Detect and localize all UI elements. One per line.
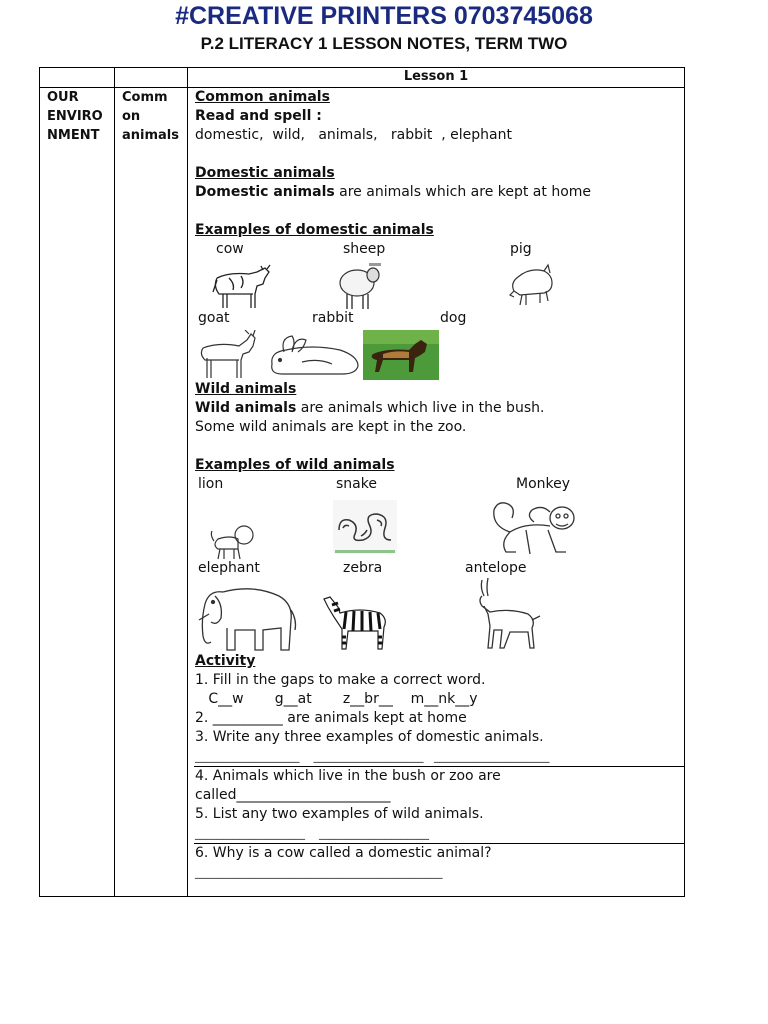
activity-line: 3. Write any three examples of domestic animals. — [195, 729, 544, 745]
zebra-illustration-icon — [320, 593, 394, 651]
sub-theme-line: animals — [122, 128, 179, 143]
wild-definition — [195, 399, 544, 418]
read-spell-words: domestic, wild, animals, rabbit , elephant — [195, 127, 512, 143]
theme-line: ENVIRO — [47, 109, 103, 124]
wild-title: Wild animals — [195, 381, 297, 397]
label-goat: goat — [198, 310, 230, 326]
header-subtitle: P.2 LITERACY 1 LESSON NOTES, TERM TWO — [200, 34, 568, 53]
label-zebra: zebra — [343, 560, 383, 576]
cow-illustration-icon — [209, 264, 273, 310]
activity-answer-lines: ____________________ ____________________ — [195, 827, 429, 840]
antelope-illustration-icon — [470, 576, 544, 650]
activity-line: C__w g__at z__br__ m__nk__y — [195, 691, 478, 707]
monkey-illustration-icon — [486, 496, 586, 558]
activity-line: 5. List any two examples of wild animals. — [195, 806, 484, 822]
dog-photo-icon — [363, 330, 439, 380]
sub-theme-line: Comm — [122, 90, 168, 105]
read-spell-label: Read and spell : — [195, 108, 322, 124]
label-elephant: elephant — [198, 560, 260, 576]
column-divider — [114, 68, 115, 896]
activity-line: called______________________ — [195, 787, 391, 803]
elephant-illustration-icon — [193, 580, 299, 652]
rabbit-illustration-icon — [262, 334, 364, 378]
theme-line: OUR — [47, 90, 79, 105]
sub-theme-line: on — [122, 109, 141, 124]
label-pig: pig — [510, 241, 532, 257]
label-antelope: antelope — [465, 560, 527, 576]
wild-term: Wild animals — [195, 400, 297, 416]
domestic-title: Domestic animals — [195, 165, 335, 181]
pig-illustration-icon — [508, 261, 556, 307]
wild-examples-title: Examples of wild animals — [195, 457, 395, 473]
activity-line: 6. Why is a cow called a domestic animal? — [195, 845, 492, 861]
label-lion: lion — [198, 476, 224, 492]
label-cow: cow — [216, 241, 244, 257]
label-dog: dog — [440, 310, 467, 326]
activity-line: 2. __________ are animals kept at home — [195, 710, 467, 726]
label-sheep: sheep — [343, 241, 386, 257]
domestic-def-text: are animals which are kept at home — [334, 184, 592, 200]
sheep-illustration-icon — [335, 261, 381, 311]
activity-answer-lines: _____________________________________________ — [195, 866, 443, 879]
sub-theme-cell — [122, 88, 179, 145]
snake-illustration-icon — [333, 500, 397, 554]
section-title: Common animals — [195, 89, 330, 105]
column-divider — [187, 68, 188, 896]
theme-line: NMENT — [47, 128, 100, 143]
wild-section — [195, 380, 544, 475]
lesson-content — [195, 88, 678, 240]
label-monkey: Monkey — [516, 476, 571, 492]
lesson-table — [39, 67, 685, 897]
activity-line: 1. Fill in the gaps to make a correct word. — [195, 672, 486, 688]
domestic-definition — [195, 183, 678, 202]
label-rabbit: rabbit — [312, 310, 354, 326]
label-snake: snake — [336, 476, 377, 492]
theme-cell — [47, 88, 103, 145]
activity-title: Activity — [195, 653, 256, 669]
activity-line: 4. Animals which live in the bush or zoo are — [195, 768, 501, 784]
wild-def-line2: Some wild animals are kept in the zoo. — [195, 419, 467, 435]
header-title: #CREATIVE PRINTERS 0703745068 — [175, 2, 593, 30]
wild-def-text: are animals which live in the bush. — [296, 400, 545, 416]
activity-answer-lines: ___________________ ____________________ _____________________ — [195, 750, 550, 763]
activity-section — [195, 652, 685, 882]
domestic-examples-title: Examples of domestic animals — [195, 222, 434, 238]
lion-illustration-icon — [210, 523, 256, 561]
lesson-label: Lesson 1 — [403, 69, 469, 84]
goat-illustration-icon — [195, 330, 261, 380]
domestic-term: Domestic animals — [195, 184, 335, 200]
